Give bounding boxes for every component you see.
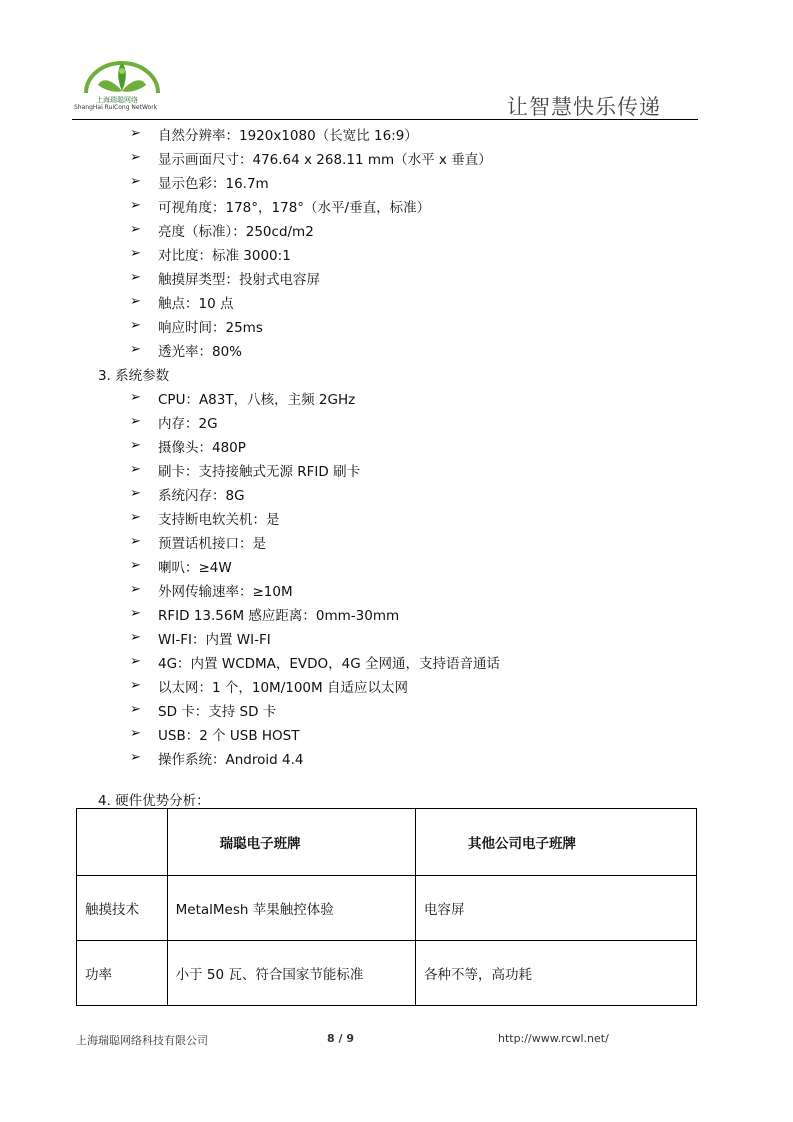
- arrow-bullet-icon: ➢: [130, 198, 141, 213]
- list-item: SD 卡：支持 SD 卡: [158, 704, 277, 720]
- list-item: 触摸屏类型：投射式电容屏: [158, 272, 320, 288]
- list-item: 内存：2G: [158, 416, 218, 432]
- arrow-bullet-icon: ➢: [130, 174, 141, 189]
- list-item: 透光率：80%: [158, 344, 243, 360]
- list-item: 喇叭：≥4W: [158, 560, 232, 576]
- logo-name: 上海瑞聪网络: [96, 96, 138, 104]
- list-item: 对比度：标准 3000:1: [158, 248, 291, 264]
- section-heading: 4. 硬件优势分析：: [98, 793, 210, 809]
- table-cell: 触摸技术: [77, 876, 168, 941]
- arrow-bullet-icon: ➢: [130, 630, 141, 645]
- table-cell: 功率: [77, 941, 168, 1006]
- list-item: 自然分辨率：1920x1080（长宽比 16:9）: [158, 128, 418, 144]
- list-item: WI-FI：内置 WI-FI: [158, 632, 271, 648]
- list-item: 系统闪存：8G: [158, 488, 245, 504]
- arrow-bullet-icon: ➢: [130, 534, 141, 549]
- header-slogan: 让智慧快乐传递: [507, 95, 661, 119]
- table-cell: 小于 50 瓦、符合国家节能标准: [167, 941, 415, 1006]
- list-item: 刷卡：支持接触式无源 RFID 刷卡: [158, 464, 361, 480]
- table-header-cell: 瑞聪电子班牌: [167, 809, 415, 876]
- footer-url[interactable]: http://www.rcwl.net/: [498, 1032, 609, 1045]
- list-item: 显示色彩：16.7m: [158, 176, 269, 192]
- list-item: CPU：A83T，八核，主频 2GHz: [158, 392, 356, 408]
- arrow-bullet-icon: ➢: [130, 486, 141, 501]
- arrow-bullet-icon: ➢: [130, 222, 141, 237]
- list-item: 显示画面尺寸：476.64 x 268.11 mm（水平 x 垂直）: [158, 152, 492, 168]
- arrow-bullet-icon: ➢: [130, 654, 141, 669]
- table-cell: MetalMesh 苹果触控体验: [167, 876, 415, 941]
- list-item: 4G：内置 WCDMA，EVDO，4G 全网通，支持语音通话: [158, 656, 501, 672]
- arrow-bullet-icon: ➢: [130, 510, 141, 525]
- arrow-bullet-icon: ➢: [130, 462, 141, 477]
- section-heading: 3. 系统参数: [98, 368, 170, 384]
- list-item: 以太网：1 个，10M/100M 自适应以太网: [158, 680, 408, 696]
- comparison-table: [76, 808, 697, 1006]
- list-item: 支持断电软关机：是: [158, 512, 280, 528]
- list-item: 摄像头：480P: [158, 440, 246, 456]
- arrow-bullet-icon: ➢: [130, 414, 141, 429]
- arrow-bullet-icon: ➢: [130, 342, 141, 357]
- table-header-cell: 其他公司电子班牌: [416, 809, 697, 876]
- arrow-bullet-icon: ➢: [130, 246, 141, 261]
- page-number: 8 / 9: [327, 1032, 354, 1045]
- list-item: 可视角度：178°，178°（水平/垂直，标准）: [158, 200, 431, 216]
- table-cell: 电容屏: [416, 876, 697, 941]
- arrow-bullet-icon: ➢: [130, 702, 141, 717]
- list-item: 操作系统：Android 4.4: [158, 752, 304, 768]
- arrow-bullet-icon: ➢: [130, 294, 141, 309]
- arrow-bullet-icon: ➢: [130, 270, 141, 285]
- arrow-bullet-icon: ➢: [130, 438, 141, 453]
- list-item: 亮度（标准）：250cd/m2: [158, 224, 314, 240]
- header-divider: [72, 119, 698, 120]
- arrow-bullet-icon: ➢: [130, 318, 141, 333]
- list-item: 预置话机接口：是: [158, 536, 266, 552]
- arrow-bullet-icon: ➢: [130, 390, 141, 405]
- list-item: 响应时间：25ms: [158, 320, 263, 336]
- arrow-bullet-icon: ➢: [130, 150, 141, 165]
- list-item: 外网传输速率：≥10M: [158, 584, 293, 600]
- logo-subtitle: ShangHai RuiCong NetWork: [74, 104, 158, 111]
- list-item: RFID 13.56M 感应距离：0mm-30mm: [158, 608, 400, 624]
- arrow-bullet-icon: ➢: [130, 726, 141, 741]
- list-item: 触点：10 点: [158, 296, 234, 312]
- footer-company: 上海瑞聪网络科技有限公司: [76, 1034, 208, 1047]
- table-row: [77, 876, 697, 941]
- arrow-bullet-icon: ➢: [130, 678, 141, 693]
- arrow-bullet-icon: ➢: [130, 558, 141, 573]
- table-row: [77, 941, 697, 1006]
- arrow-bullet-icon: ➢: [130, 126, 141, 141]
- table-header-cell: [77, 809, 168, 876]
- list-item: USB：2 个 USB HOST: [158, 728, 300, 744]
- table-header-row: [77, 809, 697, 876]
- table-cell: 各种不等，高功耗: [416, 941, 697, 1006]
- arrow-bullet-icon: ➢: [130, 606, 141, 621]
- arrow-bullet-icon: ➢: [130, 750, 141, 765]
- arrow-bullet-icon: ➢: [130, 582, 141, 597]
